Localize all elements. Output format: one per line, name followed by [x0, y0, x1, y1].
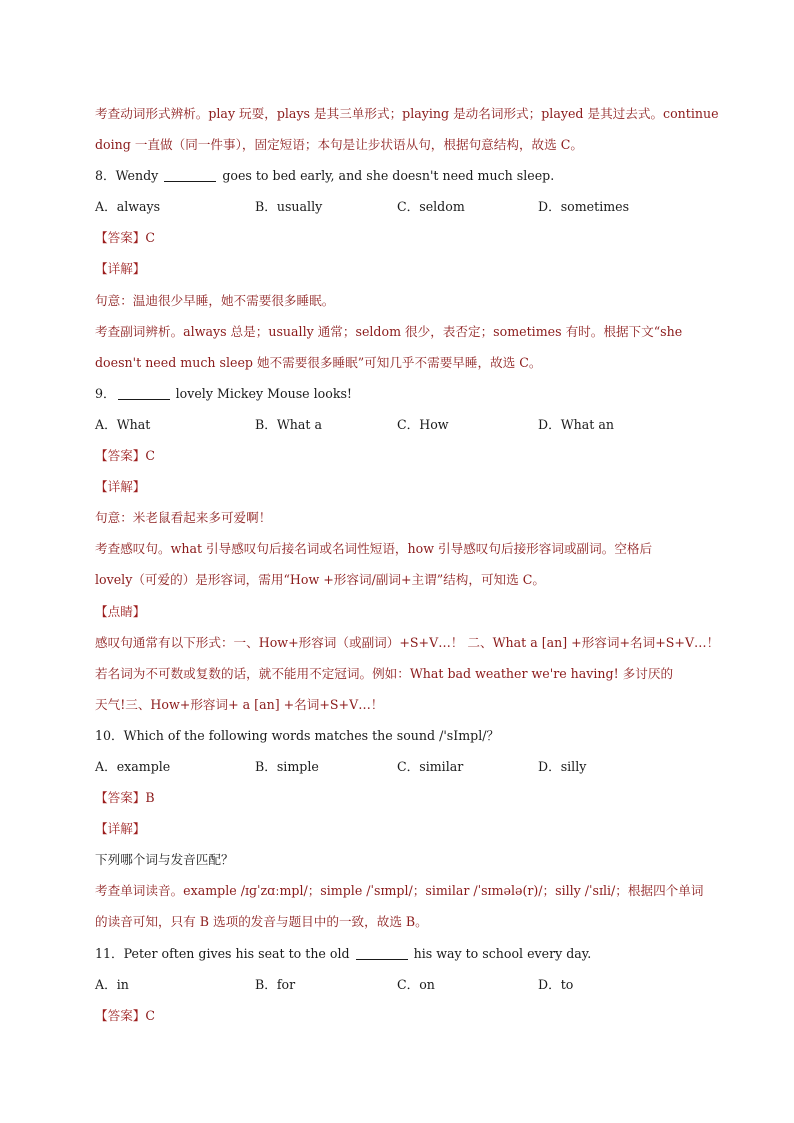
q8-meaning: 句意：温迪很少早睡，她不需要很多睡眠。 — [95, 292, 335, 308]
q10-answer-value: B — [145, 790, 155, 806]
q10-answer-tag: 【答案】 — [95, 790, 146, 806]
q9-answer-tag: 【答案】 — [95, 448, 146, 464]
q8-stem — [95, 160, 705, 191]
document-page — [95, 98, 720, 1031]
q8-blank — [164, 169, 216, 182]
q11-stem — [95, 938, 705, 969]
q10-stem — [95, 720, 705, 751]
q8-explanation-line-2: doesn't need much sleep 她不需要很多睡眠”可知几乎不需要早睡，故选 C。 — [95, 354, 542, 370]
q11-option-d: D．to — [538, 976, 574, 992]
q7-explanation-line-2: doing 一直做（同一件事），固定短语；本句是让步状语从句，根据句意结构，故选 C。 — [95, 137, 583, 153]
q9-number: 9． — [95, 385, 116, 401]
q9-tip-line-1: 感叹句通常有以下形式：一、How+形容词（或副词）+S+V…！ 二、What a [an] +形容词+名词+S+V…！ — [95, 634, 720, 650]
q11-number: 11． — [95, 945, 124, 961]
q9-option-a: A．What — [95, 416, 151, 432]
q11-stem-post: his way to school every day. — [413, 945, 592, 961]
q10-meaning: 下列哪个词与发音匹配？ — [95, 852, 234, 868]
q10-option-a: A．example — [95, 758, 171, 774]
q10-option-d: D．silly — [538, 758, 587, 774]
q8-explanation-line-1: 考查副词辨析。always 总是；usually 通常；seldom 很少，表否定；sometimes 有时。根据下文“she — [95, 323, 683, 339]
q11-answer-tag: 【答案】 — [95, 1007, 146, 1023]
q8-number: 8． — [95, 168, 116, 184]
q9-stem-post: lovely Mickey Mouse looks! — [175, 385, 352, 401]
q8-options — [95, 191, 705, 222]
q8-stem-post: goes to bed early, and she doesn't need much sleep. — [222, 168, 555, 184]
q9-option-c: C．How — [397, 416, 449, 432]
q8-option-d: D．sometimes — [538, 199, 630, 215]
q9-stem — [95, 378, 705, 409]
q8-option-b: B．usually — [255, 199, 323, 215]
q11-option-a: A．in — [95, 976, 129, 992]
q8-stem-pre: Wendy — [115, 168, 159, 184]
q10-option-b: B．simple — [255, 758, 319, 774]
q9-blank — [118, 387, 170, 400]
q11-answer — [95, 1000, 705, 1031]
q10-detail-tag: 【详解】 — [95, 821, 146, 837]
q11-blank — [356, 947, 408, 960]
q11-answer-value: C — [145, 1007, 156, 1023]
q9-tip-line-3: 天气!三、How+形容词+ a [an] +名词+S+V…！ — [95, 696, 384, 712]
q10-number: 10． — [95, 727, 124, 743]
q9-tip-tag: 【点睛】 — [95, 603, 146, 619]
q10-answer — [95, 782, 705, 813]
q9-option-b: B．What a — [255, 416, 322, 432]
q9-explanation-line-1: 考查感叹句。what 引导感叹句后接名词或名词性短语，how 引导感叹句后接形容词或副词。空格后 — [95, 541, 653, 557]
q10-options — [95, 751, 705, 782]
q8-option-c: C．seldom — [397, 199, 465, 215]
q9-meaning: 句意：米老鼠看起来多可爱啊！ — [95, 510, 272, 526]
q9-answer-value: C — [145, 448, 156, 464]
q10-explanation-line-2: 的读音可知，只有 B 选项的发音与题目中的一致，故选 B。 — [95, 914, 428, 930]
q8-detail-tag: 【详解】 — [95, 261, 146, 277]
q8-answer — [95, 222, 705, 253]
q11-stem-pre: Peter often gives his seat to the old — [123, 945, 350, 961]
q10-stem-text: Which of the following words matches the sound /'sImpl/？ — [123, 727, 500, 743]
q8-option-a: A．always — [95, 199, 161, 215]
q11-option-c: C．on — [397, 976, 435, 992]
q8-answer-value: C — [145, 230, 156, 246]
q11-options — [95, 969, 705, 1000]
q9-option-d: D．What an — [538, 416, 614, 432]
q9-tip-line-2: 若名词为不可数或复数的话，就不能用不定冠词。例如：What bad weather we're having! 多讨厌的 — [95, 665, 674, 681]
q11-option-b: B．for — [255, 976, 296, 992]
q9-options — [95, 409, 705, 440]
q10-explanation-line-1: 考查单词读音。example /ɪɡˈzɑːmpl/；simple /ˈsɪmpl/；similar /ˈsɪmələ(r)/；silly /ˈsɪli/；根据四个单词 — [95, 883, 704, 899]
q8-answer-tag: 【答案】 — [95, 230, 146, 246]
q7-explanation-line-1: 考查动词形式辨析。play 玩耍，plays 是其三单形式；playing 是动名词形式；played 是其过去式。continue — [95, 106, 719, 121]
q9-explanation-line-2: lovely（可爱的）是形容词，需用“How +形容词/副词+主谓”结构，可知选 C。 — [95, 572, 545, 588]
q9-answer — [95, 440, 705, 471]
q10-option-c: C．similar — [397, 758, 464, 774]
q9-detail-tag: 【详解】 — [95, 479, 146, 495]
